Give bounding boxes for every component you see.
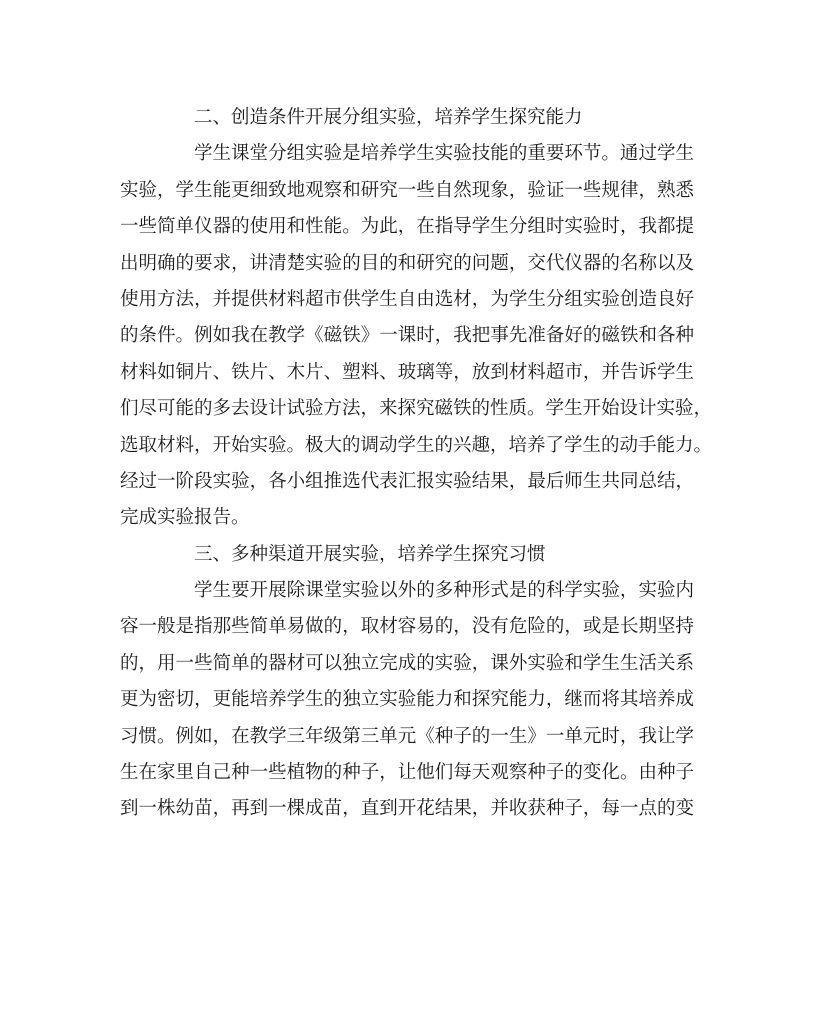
paragraph-1 <box>120 136 713 536</box>
paragraph-line: 学生课堂分组实验是培养学生实验技能的重要环节。通过学生 <box>194 143 694 165</box>
paragraph-line: 选取材料，开始实验。极大的调动学生的兴趣，培养了学生的动手能力。 <box>120 434 713 456</box>
section-heading-3: 三、多种渠道开展实验，培养学生探究习惯 <box>194 543 546 565</box>
paragraph-line: 出明确的要求，讲清楚实验的目的和研究的问题，交代仪器的名称以及 <box>120 252 694 274</box>
paragraph-line: 一些简单仪器的使用和性能。为此，在指导学生分组时实验时，我都提 <box>120 216 694 238</box>
paragraph-line: 学生要开展除课堂实验以外的多种形式是的科学实验，实验内 <box>194 580 694 602</box>
paragraph-line: 使用方法，并提供材料超市供学生自由选材，为学生分组实验创造良好 <box>120 288 694 310</box>
document-body <box>120 100 713 828</box>
section-heading-2: 二、创造条件开展分组实验，培养学生探究能力 <box>194 107 583 128</box>
paragraph-line: 生在家里自己种一些植物的种子，让他们每天观察种子的变化。由种子 <box>120 762 694 784</box>
paragraph-line: 实验，学生能更细致地观察和研究一些自然现象，验证一些规律，熟悉 <box>120 179 694 201</box>
paragraph-line: 到一株幼苗，再到一棵成苗，直到开花结果，并收获种子，每一点的变 <box>120 798 694 820</box>
paragraph-line: 的条件。例如我在教学《磁铁》一课时，我把事先准备好的磁铁和各种 <box>120 325 694 347</box>
paragraph-line: 们尽可能的多去设计试验方法，来探究磁铁的性质。学生开始设计实验， <box>120 398 713 420</box>
paragraph-2 <box>120 573 694 828</box>
paragraph-line: 的，用一些简单的器材可以独立完成的实验，课外实验和学生生活关系 <box>120 652 694 674</box>
paragraph-line: 材料如铜片、铁片、木片、塑料、玻璃等，放到材料超市，并告诉学生 <box>120 361 694 383</box>
paragraph-line: 经过一阶段实验，各小组推选代表汇报实验结果，最后师生共同总结， <box>120 470 694 492</box>
paragraph-line: 完成实验报告。 <box>120 507 250 529</box>
paragraph-line: 更为密切，更能培养学生的独立实验能力和探究能力，继而将其培养成 <box>120 689 694 711</box>
paragraph-line: 习惯。例如，在教学三年级第三单元《种子的一生》一单元时，我让学 <box>120 725 694 747</box>
paragraph-line: 容一般是指那些简单易做的，取材容易的，没有危险的，或是长期坚持 <box>120 616 694 638</box>
